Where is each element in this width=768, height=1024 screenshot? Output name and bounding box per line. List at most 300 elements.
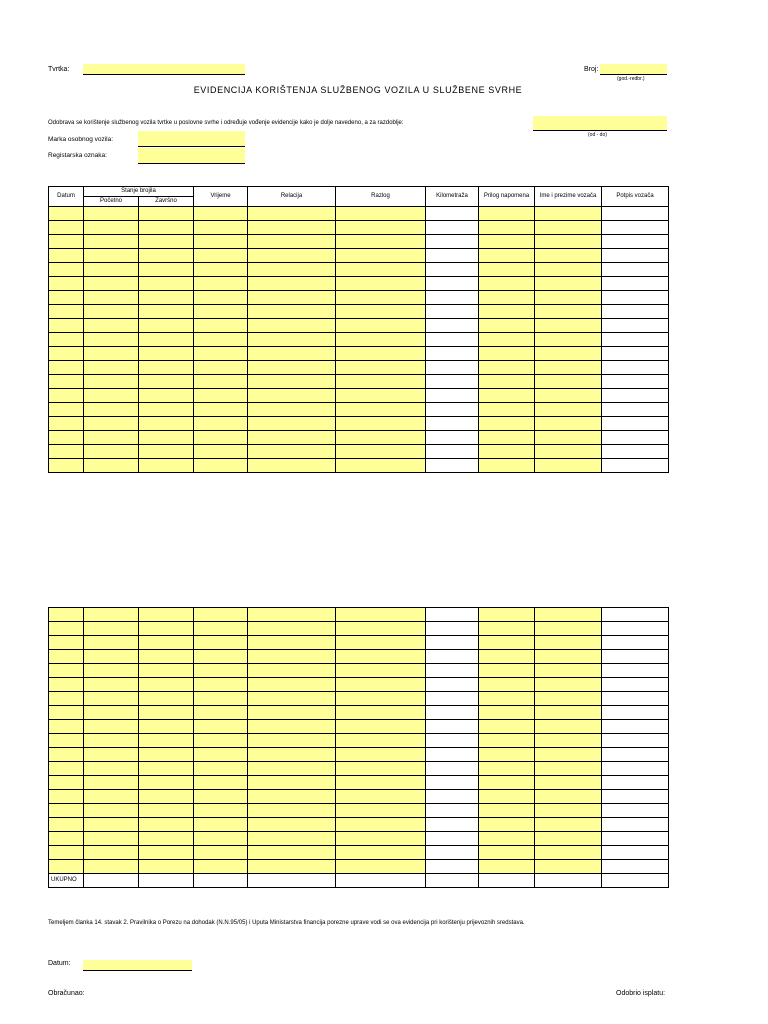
tvrtka-field[interactable] [83, 64, 245, 75]
cell-prilog[interactable] [479, 445, 535, 459]
cell-datum[interactable] [49, 762, 84, 776]
cell-kilometraza[interactable] [426, 375, 479, 389]
cell-prilog[interactable] [479, 776, 535, 790]
cell-relacija[interactable] [248, 706, 336, 720]
cell-relacija[interactable] [248, 361, 336, 375]
cell-zavrsno[interactable] [139, 291, 194, 305]
cell-relacija[interactable] [248, 305, 336, 319]
cell-prilog[interactable] [479, 207, 535, 221]
cell-pocetno[interactable] [84, 734, 139, 748]
cell-prilog[interactable] [479, 720, 535, 734]
cell-ime[interactable] [535, 622, 602, 636]
cell-ime[interactable] [535, 249, 602, 263]
cell-kilometraza[interactable] [426, 664, 479, 678]
cell-pocetno[interactable] [84, 361, 139, 375]
cell-vrijeme[interactable] [194, 249, 248, 263]
cell-relacija[interactable] [248, 347, 336, 361]
cell-zavrsno[interactable] [139, 748, 194, 762]
cell-razlog[interactable] [336, 678, 426, 692]
cell-potpis[interactable] [602, 706, 669, 720]
cell-pocetno[interactable] [84, 347, 139, 361]
cell-prilog[interactable] [479, 375, 535, 389]
cell-kilometraza[interactable] [426, 762, 479, 776]
cell-prilog[interactable] [479, 678, 535, 692]
cell-vrijeme[interactable] [194, 389, 248, 403]
cell-vrijeme[interactable] [194, 333, 248, 347]
cell-potpis[interactable] [602, 263, 669, 277]
cell-zavrsno[interactable] [139, 445, 194, 459]
cell-kilometraza[interactable] [426, 650, 479, 664]
cell-potpis[interactable] [602, 636, 669, 650]
cell-datum[interactable] [49, 846, 84, 860]
cell-prilog[interactable] [479, 608, 535, 622]
cell-kilometraza[interactable] [426, 431, 479, 445]
cell-zavrsno[interactable] [139, 263, 194, 277]
cell-relacija[interactable] [248, 734, 336, 748]
cell-ime[interactable] [535, 706, 602, 720]
cell-prilog[interactable] [479, 832, 535, 846]
cell-relacija[interactable] [248, 860, 336, 874]
cell-potpis[interactable] [602, 403, 669, 417]
cell-datum[interactable] [49, 776, 84, 790]
datum-field[interactable] [83, 960, 192, 971]
cell-zavrsno[interactable] [139, 277, 194, 291]
cell-datum[interactable] [49, 636, 84, 650]
cell-zavrsno[interactable] [139, 832, 194, 846]
cell-razlog[interactable] [336, 622, 426, 636]
cell-relacija[interactable] [248, 375, 336, 389]
cell-vrijeme[interactable] [194, 622, 248, 636]
cell-vrijeme[interactable] [194, 846, 248, 860]
cell-potpis[interactable] [602, 804, 669, 818]
cell-relacija[interactable] [248, 291, 336, 305]
cell-kilometraza[interactable] [426, 305, 479, 319]
cell-prilog[interactable] [479, 319, 535, 333]
cell-ime[interactable] [535, 445, 602, 459]
cell-kilometraza[interactable] [426, 319, 479, 333]
cell-ime[interactable] [535, 291, 602, 305]
cell-datum[interactable] [49, 361, 84, 375]
cell-vrijeme[interactable] [194, 804, 248, 818]
cell-ime[interactable] [535, 319, 602, 333]
cell-potpis[interactable] [602, 319, 669, 333]
cell-prilog[interactable] [479, 305, 535, 319]
cell-pocetno[interactable] [84, 748, 139, 762]
cell-ime[interactable] [535, 762, 602, 776]
ukupno-razlog[interactable] [336, 874, 426, 888]
cell-vrijeme[interactable] [194, 305, 248, 319]
cell-datum[interactable] [49, 207, 84, 221]
cell-kilometraza[interactable] [426, 263, 479, 277]
cell-zavrsno[interactable] [139, 249, 194, 263]
cell-vrijeme[interactable] [194, 361, 248, 375]
ukupno-vrijeme[interactable] [194, 874, 248, 888]
cell-kilometraza[interactable] [426, 207, 479, 221]
cell-potpis[interactable] [602, 678, 669, 692]
cell-datum[interactable] [49, 622, 84, 636]
cell-relacija[interactable] [248, 622, 336, 636]
cell-kilometraza[interactable] [426, 860, 479, 874]
cell-pocetno[interactable] [84, 277, 139, 291]
cell-prilog[interactable] [479, 333, 535, 347]
cell-vrijeme[interactable] [194, 678, 248, 692]
cell-datum[interactable] [49, 832, 84, 846]
cell-ime[interactable] [535, 403, 602, 417]
cell-pocetno[interactable] [84, 319, 139, 333]
cell-ime[interactable] [535, 305, 602, 319]
cell-zavrsno[interactable] [139, 804, 194, 818]
cell-relacija[interactable] [248, 748, 336, 762]
cell-potpis[interactable] [602, 622, 669, 636]
cell-pocetno[interactable] [84, 403, 139, 417]
cell-potpis[interactable] [602, 249, 669, 263]
cell-kilometraza[interactable] [426, 403, 479, 417]
cell-razlog[interactable] [336, 664, 426, 678]
cell-pocetno[interactable] [84, 664, 139, 678]
cell-vrijeme[interactable] [194, 347, 248, 361]
cell-prilog[interactable] [479, 277, 535, 291]
cell-zavrsno[interactable] [139, 319, 194, 333]
cell-prilog[interactable] [479, 860, 535, 874]
cell-ime[interactable] [535, 832, 602, 846]
cell-prilog[interactable] [479, 235, 535, 249]
cell-prilog[interactable] [479, 347, 535, 361]
ukupno-relacija[interactable] [248, 874, 336, 888]
cell-kilometraza[interactable] [426, 608, 479, 622]
cell-pocetno[interactable] [84, 650, 139, 664]
cell-zavrsno[interactable] [139, 790, 194, 804]
cell-potpis[interactable] [602, 291, 669, 305]
ukupno-zavrsno[interactable] [139, 874, 194, 888]
cell-pocetno[interactable] [84, 622, 139, 636]
cell-potpis[interactable] [602, 235, 669, 249]
cell-relacija[interactable] [248, 846, 336, 860]
cell-potpis[interactable] [602, 459, 669, 473]
cell-ime[interactable] [535, 748, 602, 762]
cell-potpis[interactable] [602, 277, 669, 291]
cell-relacija[interactable] [248, 720, 336, 734]
cell-ime[interactable] [535, 389, 602, 403]
cell-kilometraza[interactable] [426, 445, 479, 459]
cell-pocetno[interactable] [84, 846, 139, 860]
cell-relacija[interactable] [248, 692, 336, 706]
cell-datum[interactable] [49, 403, 84, 417]
cell-prilog[interactable] [479, 417, 535, 431]
cell-vrijeme[interactable] [194, 720, 248, 734]
cell-prilog[interactable] [479, 664, 535, 678]
cell-razlog[interactable] [336, 235, 426, 249]
cell-kilometraza[interactable] [426, 790, 479, 804]
cell-datum[interactable] [49, 818, 84, 832]
cell-zavrsno[interactable] [139, 235, 194, 249]
cell-kilometraza[interactable] [426, 417, 479, 431]
cell-potpis[interactable] [602, 207, 669, 221]
cell-relacija[interactable] [248, 445, 336, 459]
cell-relacija[interactable] [248, 664, 336, 678]
cell-pocetno[interactable] [84, 459, 139, 473]
cell-prilog[interactable] [479, 790, 535, 804]
cell-ime[interactable] [535, 459, 602, 473]
cell-razlog[interactable] [336, 249, 426, 263]
cell-vrijeme[interactable] [194, 748, 248, 762]
cell-datum[interactable] [49, 650, 84, 664]
cell-relacija[interactable] [248, 650, 336, 664]
cell-relacija[interactable] [248, 459, 336, 473]
cell-prilog[interactable] [479, 650, 535, 664]
cell-kilometraza[interactable] [426, 776, 479, 790]
cell-pocetno[interactable] [84, 333, 139, 347]
cell-razlog[interactable] [336, 650, 426, 664]
cell-relacija[interactable] [248, 319, 336, 333]
cell-vrijeme[interactable] [194, 860, 248, 874]
cell-potpis[interactable] [602, 790, 669, 804]
cell-prilog[interactable] [479, 818, 535, 832]
cell-pocetno[interactable] [84, 762, 139, 776]
cell-kilometraza[interactable] [426, 846, 479, 860]
cell-zavrsno[interactable] [139, 622, 194, 636]
cell-ime[interactable] [535, 804, 602, 818]
cell-razlog[interactable] [336, 417, 426, 431]
cell-zavrsno[interactable] [139, 207, 194, 221]
cell-prilog[interactable] [479, 221, 535, 235]
cell-relacija[interactable] [248, 221, 336, 235]
cell-potpis[interactable] [602, 860, 669, 874]
cell-vrijeme[interactable] [194, 650, 248, 664]
cell-zavrsno[interactable] [139, 846, 194, 860]
cell-zavrsno[interactable] [139, 860, 194, 874]
cell-razlog[interactable] [336, 790, 426, 804]
cell-razlog[interactable] [336, 347, 426, 361]
cell-relacija[interactable] [248, 431, 336, 445]
cell-relacija[interactable] [248, 776, 336, 790]
broj-field[interactable] [600, 64, 667, 75]
cell-datum[interactable] [49, 608, 84, 622]
cell-razlog[interactable] [336, 389, 426, 403]
cell-pocetno[interactable] [84, 305, 139, 319]
cell-razlog[interactable] [336, 305, 426, 319]
cell-relacija[interactable] [248, 762, 336, 776]
cell-kilometraza[interactable] [426, 748, 479, 762]
cell-pocetno[interactable] [84, 389, 139, 403]
cell-zavrsno[interactable] [139, 734, 194, 748]
cell-relacija[interactable] [248, 333, 336, 347]
cell-zavrsno[interactable] [139, 347, 194, 361]
cell-relacija[interactable] [248, 832, 336, 846]
cell-pocetno[interactable] [84, 804, 139, 818]
cell-vrijeme[interactable] [194, 818, 248, 832]
cell-prilog[interactable] [479, 692, 535, 706]
cell-pocetno[interactable] [84, 678, 139, 692]
cell-datum[interactable] [49, 790, 84, 804]
cell-vrijeme[interactable] [194, 207, 248, 221]
registracija-field[interactable] [138, 148, 245, 164]
cell-potpis[interactable] [602, 389, 669, 403]
cell-razlog[interactable] [336, 361, 426, 375]
cell-datum[interactable] [49, 459, 84, 473]
cell-relacija[interactable] [248, 277, 336, 291]
cell-ime[interactable] [535, 361, 602, 375]
ukupno-ime[interactable] [535, 874, 602, 888]
cell-potpis[interactable] [602, 221, 669, 235]
cell-datum[interactable] [49, 804, 84, 818]
cell-potpis[interactable] [602, 375, 669, 389]
cell-datum[interactable] [49, 664, 84, 678]
cell-zavrsno[interactable] [139, 417, 194, 431]
cell-kilometraza[interactable] [426, 832, 479, 846]
cell-datum[interactable] [49, 389, 84, 403]
cell-zavrsno[interactable] [139, 459, 194, 473]
cell-razlog[interactable] [336, 263, 426, 277]
cell-razlog[interactable] [336, 832, 426, 846]
cell-pocetno[interactable] [84, 263, 139, 277]
cell-razlog[interactable] [336, 804, 426, 818]
cell-relacija[interactable] [248, 417, 336, 431]
cell-relacija[interactable] [248, 790, 336, 804]
cell-pocetno[interactable] [84, 235, 139, 249]
ukupno-kilometraza[interactable] [426, 874, 479, 888]
cell-datum[interactable] [49, 860, 84, 874]
cell-potpis[interactable] [602, 776, 669, 790]
cell-ime[interactable] [535, 776, 602, 790]
cell-ime[interactable] [535, 333, 602, 347]
cell-relacija[interactable] [248, 389, 336, 403]
cell-razlog[interactable] [336, 636, 426, 650]
cell-relacija[interactable] [248, 804, 336, 818]
cell-potpis[interactable] [602, 347, 669, 361]
cell-ime[interactable] [535, 417, 602, 431]
cell-vrijeme[interactable] [194, 790, 248, 804]
cell-zavrsno[interactable] [139, 818, 194, 832]
cell-vrijeme[interactable] [194, 291, 248, 305]
cell-relacija[interactable] [248, 818, 336, 832]
cell-potpis[interactable] [602, 692, 669, 706]
cell-pocetno[interactable] [84, 431, 139, 445]
cell-datum[interactable] [49, 720, 84, 734]
cell-ime[interactable] [535, 860, 602, 874]
cell-zavrsno[interactable] [139, 333, 194, 347]
cell-ime[interactable] [535, 207, 602, 221]
cell-pocetno[interactable] [84, 291, 139, 305]
cell-relacija[interactable] [248, 207, 336, 221]
cell-kilometraza[interactable] [426, 804, 479, 818]
cell-pocetno[interactable] [84, 776, 139, 790]
cell-vrijeme[interactable] [194, 459, 248, 473]
cell-razlog[interactable] [336, 692, 426, 706]
cell-prilog[interactable] [479, 263, 535, 277]
cell-zavrsno[interactable] [139, 305, 194, 319]
cell-datum[interactable] [49, 263, 84, 277]
cell-prilog[interactable] [479, 734, 535, 748]
cell-zavrsno[interactable] [139, 375, 194, 389]
cell-prilog[interactable] [479, 636, 535, 650]
cell-potpis[interactable] [602, 333, 669, 347]
cell-prilog[interactable] [479, 431, 535, 445]
cell-potpis[interactable] [602, 720, 669, 734]
cell-pocetno[interactable] [84, 832, 139, 846]
cell-ime[interactable] [535, 608, 602, 622]
cell-pocetno[interactable] [84, 818, 139, 832]
cell-zavrsno[interactable] [139, 678, 194, 692]
ukupno-potpis[interactable] [602, 874, 669, 888]
cell-razlog[interactable] [336, 445, 426, 459]
cell-potpis[interactable] [602, 608, 669, 622]
cell-ime[interactable] [535, 235, 602, 249]
cell-vrijeme[interactable] [194, 636, 248, 650]
cell-prilog[interactable] [479, 748, 535, 762]
cell-potpis[interactable] [602, 734, 669, 748]
cell-pocetno[interactable] [84, 720, 139, 734]
cell-kilometraza[interactable] [426, 361, 479, 375]
cell-prilog[interactable] [479, 361, 535, 375]
cell-kilometraza[interactable] [426, 249, 479, 263]
cell-pocetno[interactable] [84, 207, 139, 221]
cell-kilometraza[interactable] [426, 734, 479, 748]
cell-kilometraza[interactable] [426, 291, 479, 305]
cell-zavrsno[interactable] [139, 431, 194, 445]
cell-datum[interactable] [49, 417, 84, 431]
cell-vrijeme[interactable] [194, 221, 248, 235]
cell-datum[interactable] [49, 375, 84, 389]
cell-potpis[interactable] [602, 832, 669, 846]
cell-pocetno[interactable] [84, 860, 139, 874]
cell-kilometraza[interactable] [426, 347, 479, 361]
cell-ime[interactable] [535, 678, 602, 692]
cell-ime[interactable] [535, 818, 602, 832]
cell-potpis[interactable] [602, 664, 669, 678]
cell-datum[interactable] [49, 249, 84, 263]
cell-prilog[interactable] [479, 762, 535, 776]
cell-prilog[interactable] [479, 389, 535, 403]
cell-zavrsno[interactable] [139, 664, 194, 678]
cell-razlog[interactable] [336, 403, 426, 417]
cell-ime[interactable] [535, 734, 602, 748]
cell-kilometraza[interactable] [426, 720, 479, 734]
cell-pocetno[interactable] [84, 417, 139, 431]
cell-pocetno[interactable] [84, 249, 139, 263]
cell-razlog[interactable] [336, 333, 426, 347]
cell-pocetno[interactable] [84, 636, 139, 650]
cell-razlog[interactable] [336, 319, 426, 333]
cell-razlog[interactable] [336, 431, 426, 445]
cell-potpis[interactable] [602, 417, 669, 431]
cell-potpis[interactable] [602, 305, 669, 319]
cell-kilometraza[interactable] [426, 692, 479, 706]
cell-datum[interactable] [49, 445, 84, 459]
cell-datum[interactable] [49, 277, 84, 291]
cell-potpis[interactable] [602, 762, 669, 776]
cell-datum[interactable] [49, 706, 84, 720]
cell-relacija[interactable] [248, 263, 336, 277]
cell-datum[interactable] [49, 221, 84, 235]
cell-relacija[interactable] [248, 636, 336, 650]
cell-vrijeme[interactable] [194, 431, 248, 445]
marka-field[interactable] [138, 131, 245, 147]
cell-prilog[interactable] [479, 403, 535, 417]
cell-datum[interactable] [49, 431, 84, 445]
cell-pocetno[interactable] [84, 608, 139, 622]
cell-vrijeme[interactable] [194, 319, 248, 333]
ukupno-pocetno[interactable] [84, 874, 139, 888]
cell-pocetno[interactable] [84, 445, 139, 459]
cell-prilog[interactable] [479, 249, 535, 263]
cell-kilometraza[interactable] [426, 333, 479, 347]
cell-kilometraza[interactable] [426, 459, 479, 473]
period-field[interactable] [533, 116, 667, 131]
cell-zavrsno[interactable] [139, 720, 194, 734]
cell-relacija[interactable] [248, 608, 336, 622]
cell-pocetno[interactable] [84, 692, 139, 706]
cell-ime[interactable] [535, 790, 602, 804]
